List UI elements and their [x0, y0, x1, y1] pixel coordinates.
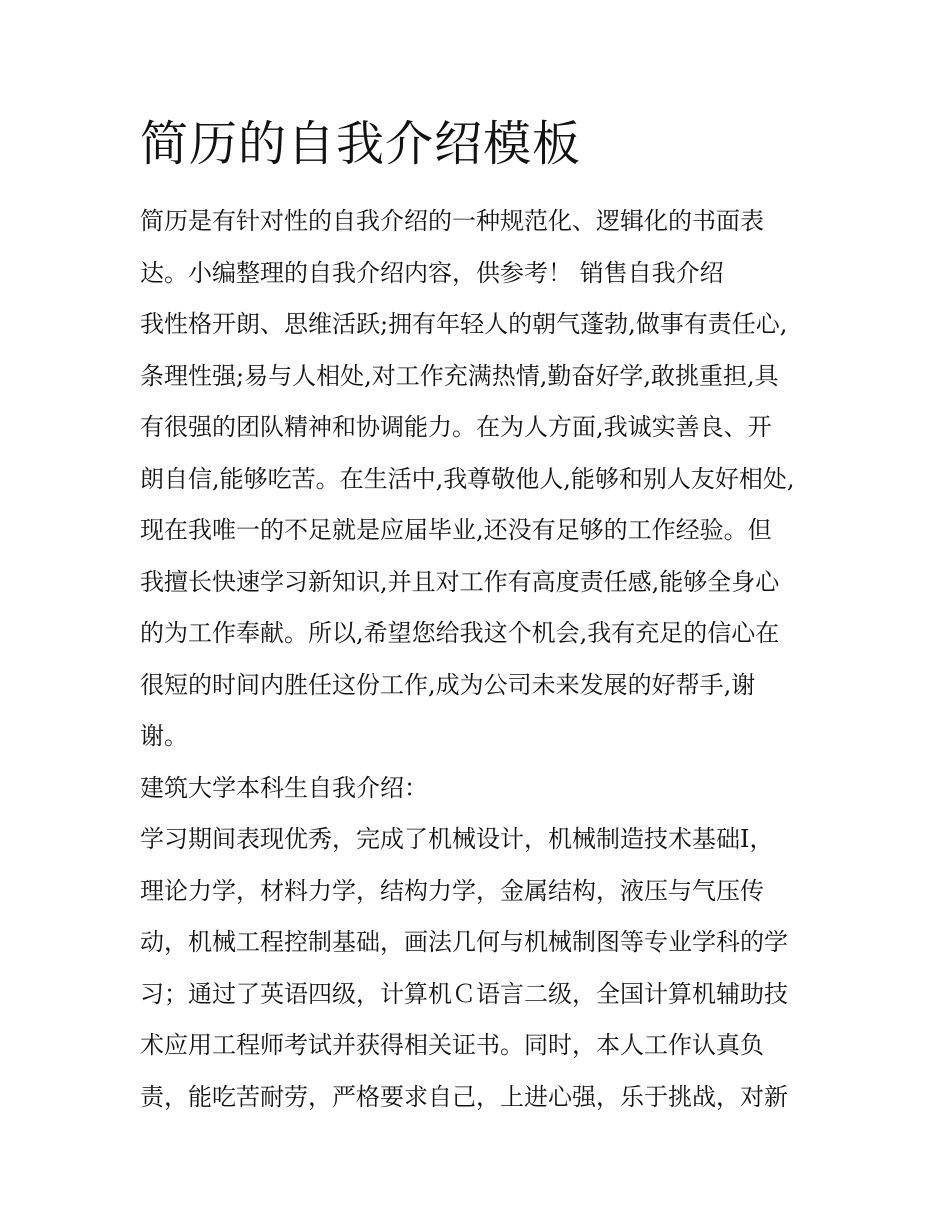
- body-line: 我擅长快速学习新知识,并且对工作有高度责任感,能够全身心: [140, 567, 780, 596]
- body-line: 简历是有针对性的自我介绍的一种规范化、逻辑化的书面表: [140, 207, 764, 235]
- body-line: 学习期间表现优秀，完成了机械设计，机械制造技术基础Ⅰ，: [140, 825, 774, 853]
- document-body: [140, 196, 820, 1123]
- body-line: 达。小编整理的自我介绍内容，供参考！ 销售自我介绍: [140, 258, 724, 287]
- document-title: 简历的自我介绍模板: [140, 116, 582, 172]
- body-line: 动，机械工程控制基础，画法几何与机械制图等专业学科的学: [140, 928, 788, 956]
- body-line: 习；通过了英语四级，计算机Ｃ语言二级，全国计算机辅助技: [140, 979, 788, 1008]
- body-line: 现在我唯一的不足就是应届毕业,还没有足够的工作经验。但: [140, 516, 772, 544]
- body-line: 有很强的团队精神和协调能力。在为人方面,我诚实善良、开: [140, 413, 772, 441]
- body-line: 理论力学，材料力学，结构力学，金属结构，液压与气压传: [140, 876, 764, 905]
- body-line: 的为工作奉献。所以,希望您给我这个机会,我有充足的信心在: [140, 619, 780, 647]
- body-line: 条理性强;易与人相处,对工作充满热情,勤奋好学,敢挑重担,具: [140, 361, 779, 390]
- body-line: 我性格开朗、思维活跃;拥有年轻人的朝气蓬勃,做事有责任心,: [140, 310, 788, 338]
- body-line: 谢。: [140, 722, 188, 750]
- body-line: 术应用工程师考试并获得相关证书。同时，本人工作认真负: [140, 1031, 764, 1059]
- body-line: 朗自信,能够吃苦。在生活中,我尊敬他人,能够和别人友好相处,: [140, 464, 795, 493]
- body-line: 很短的时间内胜任这份工作,成为公司未来发展的好帮手,谢: [140, 670, 756, 699]
- body-line: 责，能吃苦耐劳，严格要求自己，上进心强，乐于挑战，对新: [140, 1082, 788, 1111]
- section-heading: 建筑大学本科生自我介绍：: [140, 773, 428, 802]
